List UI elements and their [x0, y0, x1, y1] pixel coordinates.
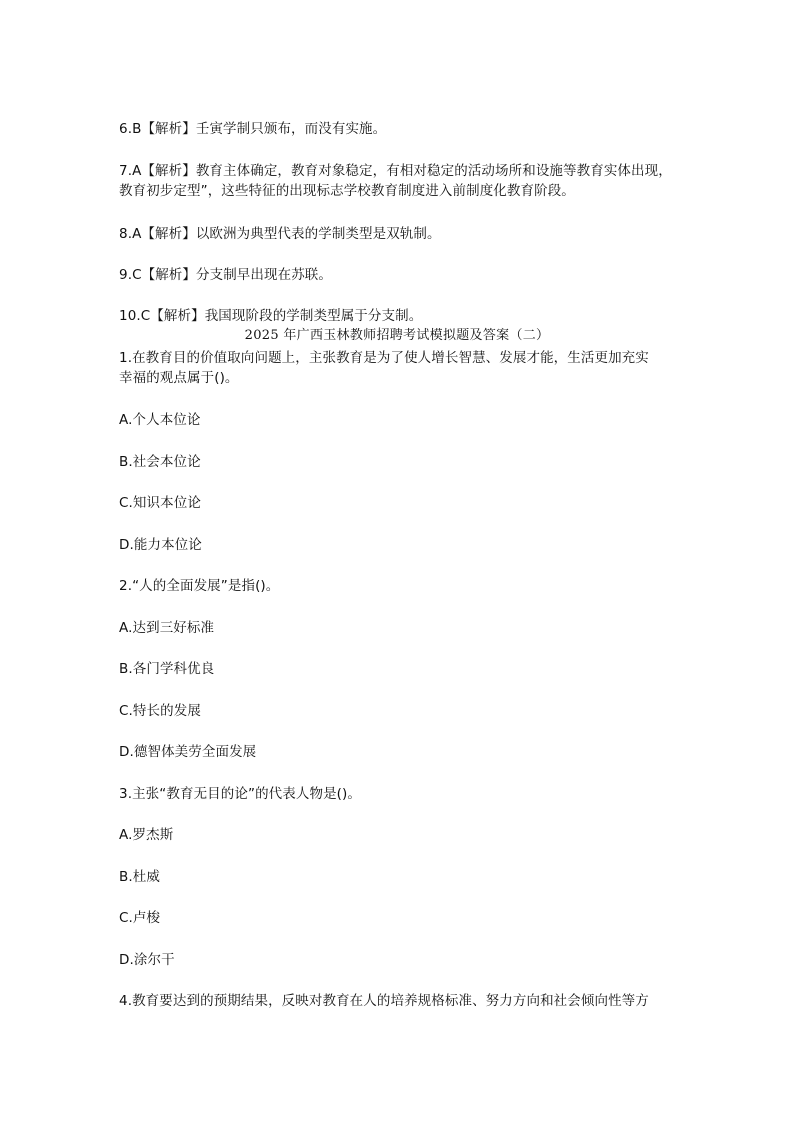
- question-2-option-a: A.达到三好标准: [119, 620, 215, 636]
- question-3-stem: 3.主张“教育无目的论”的代表人物是()。: [119, 786, 362, 802]
- question-2-stem: 2.“人的全面发展”是指()。: [119, 578, 280, 594]
- answer-7-line-1: 7.A【解析】教育主体确定，教育对象稳定，有相对稳定的活动场所和设施等教育实体出现，: [119, 163, 672, 179]
- question-1-option-b: B.社会本位论: [119, 454, 201, 470]
- question-1-stem-line-1: 1.在教育目的价值取向问题上，主张教育是为了使人增长智慧、发展才能，生活更加充实: [119, 350, 649, 366]
- question-2-option-b: B.各门学科优良: [119, 661, 215, 677]
- answer-10: 10.C【解析】我国现阶段的学制类型属于分支制。: [119, 308, 423, 324]
- section-title: 2025 年广西玉林教师招聘考试模拟题及答案（二）: [244, 328, 550, 343]
- question-1-option-d: D.能力本位论: [119, 537, 202, 553]
- question-3-option-c: C.卢梭: [119, 910, 161, 926]
- question-4-stem: 4.教育要达到的预期结果，反映对教育在人的培养规格标准、努力方向和社会倾向性等方: [119, 993, 649, 1009]
- question-1-stem-line-2: 幸福的观点属于()。: [119, 370, 239, 386]
- answer-8: 8.A【解析】以欧洲为典型代表的学制类型是双轨制。: [119, 226, 441, 242]
- question-2-option-d: D.德智体美劳全面发展: [119, 744, 257, 760]
- question-3-option-a: A.罗杰斯: [119, 827, 174, 843]
- answer-6: 6.B【解析】壬寅学制只颁布，而没有实施。: [119, 121, 387, 137]
- question-1-option-a: A.个人本位论: [119, 412, 201, 428]
- question-3-option-b: B.杜威: [119, 869, 160, 885]
- question-2-option-c: C.特长的发展: [119, 703, 201, 719]
- question-3-option-d: D.涂尔干: [119, 952, 175, 968]
- answer-7-line-2: 教育初步定型”，这些特征的出现标志学校教育制度进入前制度化教育阶段。: [119, 183, 575, 199]
- answer-9: 9.C【解析】分支制早出现在苏联。: [119, 267, 333, 283]
- question-1-option-c: C.知识本位论: [119, 495, 201, 511]
